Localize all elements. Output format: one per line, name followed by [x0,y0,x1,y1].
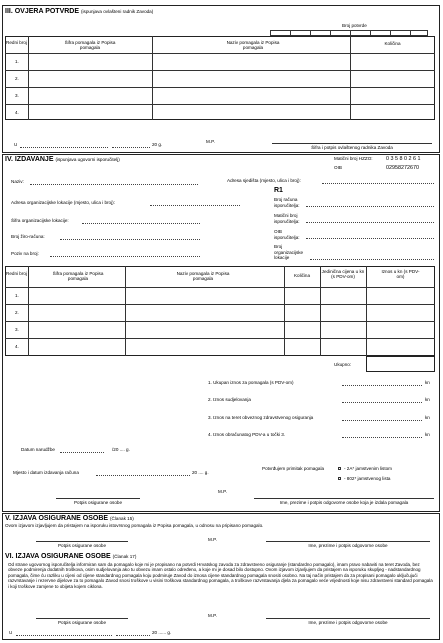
year-suffix: /20 .... g. [112,447,130,452]
kn-unit: kn [425,380,430,385]
mjesto-datum-label: Mjesto i datum izdavanja računa [13,470,79,475]
potpis-osobe-line[interactable] [56,498,140,499]
sum-3-field[interactable] [342,420,422,421]
hzzo-value: 0 3 5 8 0 2 6 1 [386,156,421,162]
adresa-lokacije-label: Adresa organizacijske lokacije (mjesto, ulica i broj): [11,200,115,205]
datum-narudzbe-label: Datum narudžbe [21,447,55,452]
signature-label: Ime, prezime i potpis odgovorne osobe [308,543,388,548]
row-number: 4. [15,110,19,115]
col-iznos: Iznos u kn (s PDV-om) [381,269,420,279]
kn-unit: kn [425,415,430,420]
col-sifra: Šifra pomagala iz Popisa pomagala [64,40,116,50]
date-field[interactable] [112,147,150,148]
naziv-label: Naziv: [11,179,24,184]
mp-stamp: M.P. [206,139,215,144]
row-number: 4. [15,344,19,349]
broj-racuna-isp-label: Broj računa isporučitelja: [274,197,300,208]
sum-2-label: 2. Iznos sudjelovanja [208,397,251,402]
ukupno-field[interactable] [366,356,435,372]
section-3-title: III. OVJERA POTVRDE (ispunjava ovlašteni radnik Zavoda) [5,8,154,15]
place-field[interactable] [16,635,112,636]
adresa-sjedista-field[interactable] [322,183,434,184]
oib-isp-field[interactable] [306,238,434,239]
signature-line[interactable] [254,498,434,499]
section-5-title: V. IZJAVA OSIGURANE OSOBE (Članak 15) [5,515,134,522]
section-5-text: Ovom izjavom izjavljujem da pristajem na isporuku istovrsnog pomagala iz Popisa pomagala, u odnosu na pripisano pomagalo. [5,523,264,528]
section-6-title: VI. IZJAVA OSIGURANE OSOBE (Članak 17) [5,553,137,560]
sum-1-field[interactable] [342,385,422,386]
col-jedinicna-cijena: Jedinična cijena u kn (s PDV-om) [321,269,365,279]
option-1-label: - 2A* jamstvenim listom [344,466,392,471]
signature-line[interactable] [266,618,430,619]
option-2-checkbox[interactable] [338,477,341,480]
potpis-osobe-label: Potpis osigurane osobe [57,543,106,548]
date-field[interactable] [116,635,150,636]
row-number: 1. [15,293,19,298]
r1-label: R1 [274,187,283,194]
mp-stamp: M.P. [208,537,217,542]
poziv-label: Poziv na broj: [11,251,39,256]
col-naziv: Naziv pomagala iz Popisa pomagala [226,40,280,50]
signature-label: Ime, prezime i potpis odgovorne osobe [308,620,388,625]
potpis-osobe-label: Potpis osigurane osobe [57,620,106,625]
place-field[interactable] [20,147,108,148]
sum-4-field[interactable] [342,437,422,438]
kn-unit: kn [425,432,430,437]
row-number: 3. [15,93,19,98]
adresa-sjedista-label: Adresa sjedišta (mjesto, ulica i broj): [227,178,301,183]
potpis-osobe-line[interactable] [36,541,128,542]
signature-label: Šifra i potpis ovlaštenog radnika Zavoda [311,145,393,150]
row-number: 3. [15,327,19,332]
datum-narudzbe-field[interactable] [60,452,104,453]
mjesto-datum-field[interactable] [96,475,190,476]
sum-2-field[interactable] [342,402,422,403]
sifra-lokacije-field[interactable] [82,223,200,224]
option-2-label: - 802* jamstvenog lista [344,476,391,481]
kn-unit: kn [425,397,430,402]
broj-racuna-label: Broj žiro-računa: [11,234,45,239]
poziv-field[interactable] [50,256,200,257]
naziv-field[interactable] [30,184,198,185]
broj-racuna-isp-field[interactable] [306,206,434,207]
option-1-checkbox[interactable] [338,467,341,470]
receipt-number-label: Broj potvrde [342,23,367,28]
row-number: 2. [15,310,19,315]
broj-lokacije-label: Broj organizacijske lokacije [274,244,304,260]
maticni-isp-label: Matični broj isporučitelja: [274,213,300,224]
signature-line[interactable] [272,143,432,144]
col-redni-broj: Redni broj [6,40,27,45]
section-4-title: IV. IZDAVANJE (ispunjava ugovorni isporučitelj) [5,156,120,163]
col-naziv: Naziv pomagala iz Popisa pomagala [176,271,230,281]
date-suffix: 20 ...... g. [152,630,172,635]
col-kolicina: Količina [293,273,311,278]
date-suffix: 20 .... g. [192,470,209,475]
sum-3-label: 3. Iznos na teret obveznog zdravstvenog osiguranja [208,415,314,420]
broj-racuna-field[interactable] [60,239,200,240]
place-prefix: U [14,142,18,147]
oib-label: OIB [334,165,342,170]
potpis-osobe-line[interactable] [36,618,128,619]
sifra-lokacije-label: Šifra organizacijske lokacije: [11,218,69,223]
date-suffix: 20 g. [152,142,163,147]
sum-1-label: 1. Ukupan iznos za pomagala (s PDV-om) [208,380,294,385]
oib-isp-label: OIB isporučitelja: [274,229,300,240]
place-prefix: U [9,630,13,635]
maticni-isp-field[interactable] [306,222,434,223]
adresa-lokacije-field[interactable] [150,205,240,206]
col-sifra: Šifra pomagala iz Popisa pomagala [52,271,104,281]
col-kolicina: Količina [384,41,401,46]
oib-value: 02958272670 [386,165,419,171]
mp-stamp: M.P. [208,613,217,618]
potvrdjujem-label: Potvrđujem primitak pomagala [262,466,325,471]
hzzo-label: Matični broj HZZO: [334,156,373,161]
sum-4-label: 4. Iznos obračunatog PDV-a u točki 3. [208,432,286,437]
signature-label: Ime, prezime i potpis odgovorne osobe koja je izdala pomagala [279,500,409,505]
ukupno-label: Ukupno: [334,362,352,367]
signature-line[interactable] [266,541,430,542]
col-redni-broj: Redni broj [6,271,27,276]
mp-stamp: M.P. [218,489,227,494]
section-6-text: Od strane ugovornog isporučitelja informiran sam da pomagalo koje mi je propisano na potvrdi Hrvatskog zavoda za zdravstveno osiguranje (standardno pomagalo), imam pravo nabaviti na teret Zavoda, bez obveze podmirenja dodatnih troškova, osim sudjelovanja ako tu obvezu imam ostalo određeno, a koje mi je dosad bilo dostupno. Ovom izjavom izjavljujem da pristajem na isporuku skupljeg - nadstandardnog pomagala, čime ću razliku u cijeni od cijene standardnog pomagala koju podmiruje Zavod do iznosa cijene standardnog pomagala snositi osobno. Na taj način pristajem da za propisani pomagalo uključujući razvrstavanje i rezervne dijelove za to pomagalo Zavod snosi troškove u visini troškova standardnog pomagala, a troškove razvrstavanja djela za pomagalo veće vrijednosti koje nisu zdravstveni standard pomagala i koji troškove zamjene to obijeta kojem ciklona. [8,562,433,589]
broj-lokacije-field[interactable] [310,259,434,260]
row-number: 1. [15,59,19,64]
row-number: 2. [15,76,19,81]
potpis-osobe-label: Potpis osigurane osobe [73,500,122,505]
